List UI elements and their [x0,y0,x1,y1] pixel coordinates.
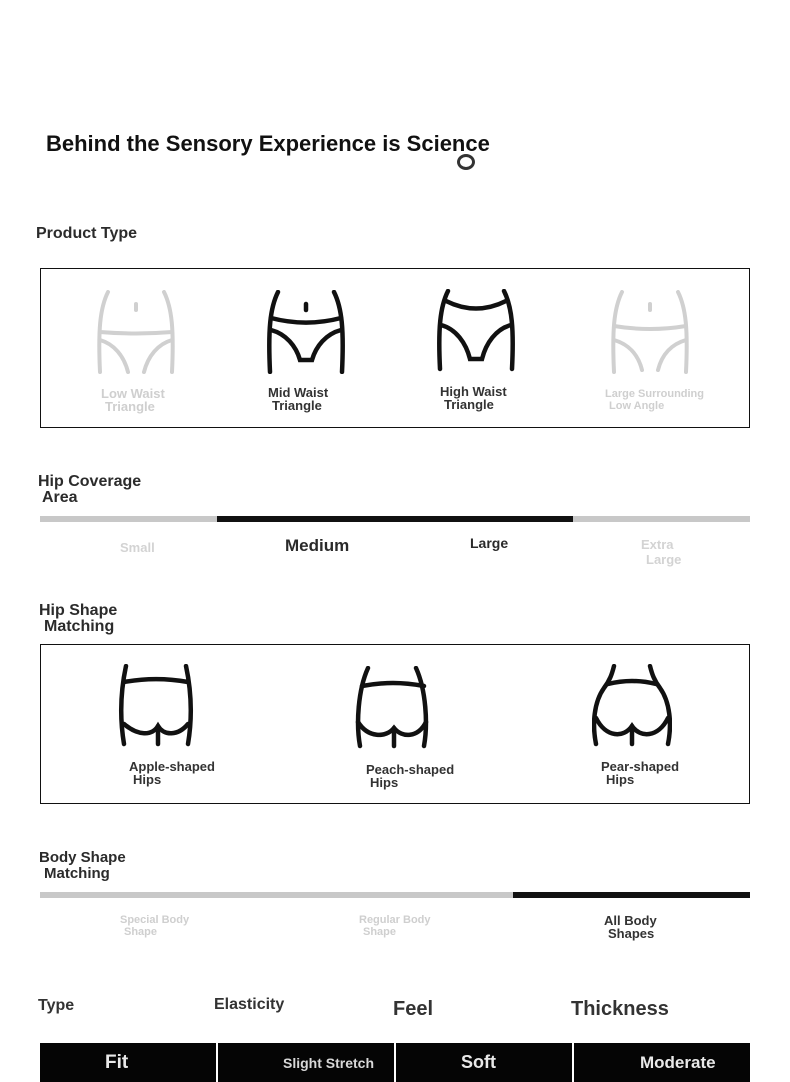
hip-coverage-extra-large: Extra Large [641,537,682,567]
hip-shape-label: Hip Shape Matching [39,602,118,635]
spec-value-thickness: Moderate [574,1043,750,1082]
body-shape-special: Special Body Shape [120,914,190,938]
page-title: Behind the Sensory Experience is Science [46,131,490,156]
body-shape-label: Body Shape Matching [39,849,126,882]
hip-shape-caption-1: Apple-shaped Hips [129,759,215,787]
product-type-caption-2: Mid Waist Triangle [268,385,329,413]
hip-shape-caption-3: Pear-shaped Hips [601,759,680,787]
spec-header-feel: Feel [393,998,434,1020]
peach-hip-icon [354,666,434,750]
hip-coverage-large: Large [470,535,509,551]
body-shape-all: All Body Shapes [604,913,657,941]
hip-coverage-selected-range [217,516,573,522]
low-waist-brief-icon [96,290,176,374]
hip-shape-caption-2: Peach-shaped Hips [366,762,455,790]
cursor-icon [457,154,475,170]
product-type-caption-4: Large Surrounding Low Angle [605,388,704,412]
spec-header-thickness: Thickness [571,998,669,1020]
hip-coverage-small: Small [120,540,155,555]
mid-waist-brief-icon [266,290,346,374]
product-type-caption-3: High Waist Triangle [440,384,507,412]
body-shape-selected-range [513,892,750,898]
high-waist-brief-icon [436,289,516,373]
spec-value-type: Fit [40,1043,216,1082]
hip-coverage-label: Hip Coverage Area [38,473,142,506]
hip-coverage-medium: Medium [285,536,350,555]
product-type-caption-1: Low Waist Triangle [101,386,165,414]
product-type-label: Product Type [36,225,138,242]
spec-value-feel: Soft [396,1043,572,1082]
spec-header-elasticity: Elasticity [214,996,285,1013]
body-shape-regular: Regular Body Shape [359,914,431,938]
apple-hip-icon [118,664,198,748]
spec-header-type: Type [38,997,75,1014]
large-surrounding-brief-icon [610,290,690,374]
spec-value-elasticity: Slight Stretch [218,1043,394,1082]
pear-hip-icon [592,664,672,748]
